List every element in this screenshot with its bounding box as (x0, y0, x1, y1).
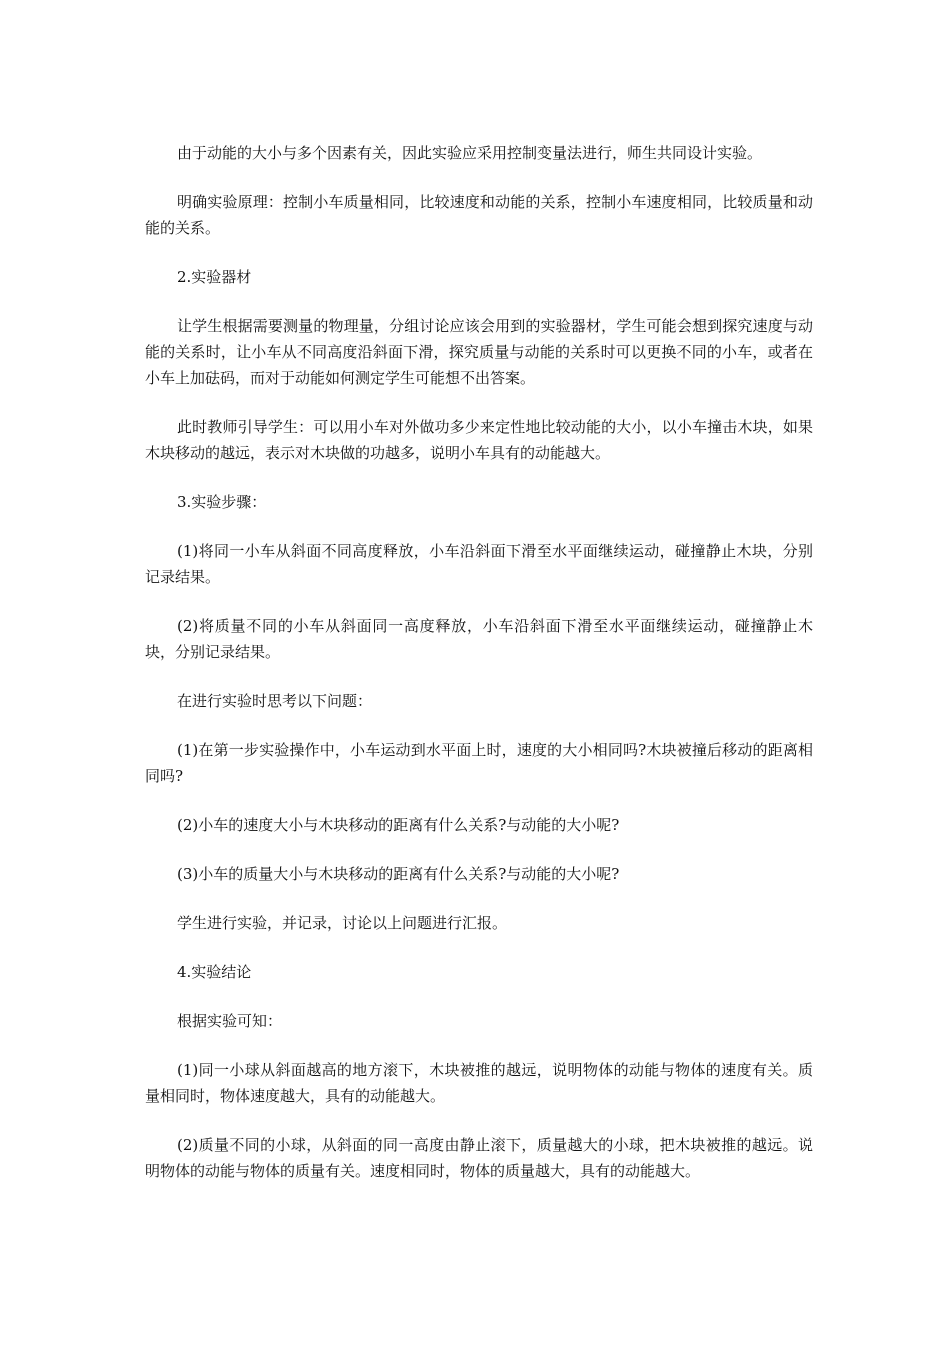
paragraph-conclusion-intro: 根据实验可知： (177, 1012, 283, 1030)
paragraph-question-3: (3)小车的质量大小与木块移动的距离有什么关系?与动能的大小呢? (177, 865, 620, 883)
paragraph-step-1: (1)将同一小车从斜面不同高度释放，小车沿斜面下滑至水平面继续运动，碰撞静止木块，分别记录结果。 (145, 542, 813, 586)
paragraph-report: 学生进行实验，并记录，讨论以上问题进行汇报。 (177, 914, 508, 932)
paragraph-question-1: (1)在第一步实验操作中，小车运动到水平面上时，速度的大小相同吗?木块被撞后移动的距离相同吗? (145, 741, 813, 785)
document-body (145, 140, 813, 1207)
paragraph-teacher-guidance: 此时教师引导学生：可以用小车对外做功多少来定性地比较动能的大小，以小车撞击木块，如果木块移动的越远，表示对木块做的功越多，说明小车具有的动能越大。 (145, 418, 813, 462)
paragraph-equipment: 让学生根据需要测量的物理量，分组讨论应该会用到的实验器材，学生可能会想到探究速度与动能的关系时，让小车从不同高度沿斜面下滑，探究质量与动能的关系时可以更换不同的小车，或者在小车上加砝码，而对于动能如何测定学生可能想不出答案。 (145, 317, 813, 387)
section-heading-steps: 3.实验步骤： (177, 493, 267, 511)
paragraph-conclusion-1: (1)同一小球从斜面越高的地方滚下，木块被推的越远，说明物体的动能与物体的速度有关。质量相同时，物体速度越大，具有的动能越大。 (145, 1061, 813, 1105)
paragraph-intro: 由于动能的大小与多个因素有关，因此实验应采用控制变量法进行，师生共同设计实验。 (177, 144, 763, 162)
paragraph-step-2: (2)将质量不同的小车从斜面同一高度释放，小车沿斜面下滑至水平面继续运动，碰撞静止木块，分别记录结果。 (145, 617, 813, 661)
section-heading-equipment: 2.实验器材 (177, 268, 252, 286)
paragraph-questions-intro: 在进行实验时思考以下问题： (177, 692, 373, 710)
paragraph-conclusion-2: (2)质量不同的小球，从斜面的同一高度由静止滚下，质量越大的小球，把木块被推的越远。说明物体的动能与物体的质量有关。速度相同时，物体的质量越大，具有的动能越大。 (145, 1136, 813, 1180)
paragraph-question-2: (2)小车的速度大小与木块移动的距离有什么关系?与动能的大小呢? (177, 816, 620, 834)
paragraph-principle: 明确实验原理：控制小车质量相同，比较速度和动能的关系，控制小车速度相同，比较质量和动能的关系。 (145, 193, 813, 237)
section-heading-conclusion: 4.实验结论 (177, 963, 252, 981)
